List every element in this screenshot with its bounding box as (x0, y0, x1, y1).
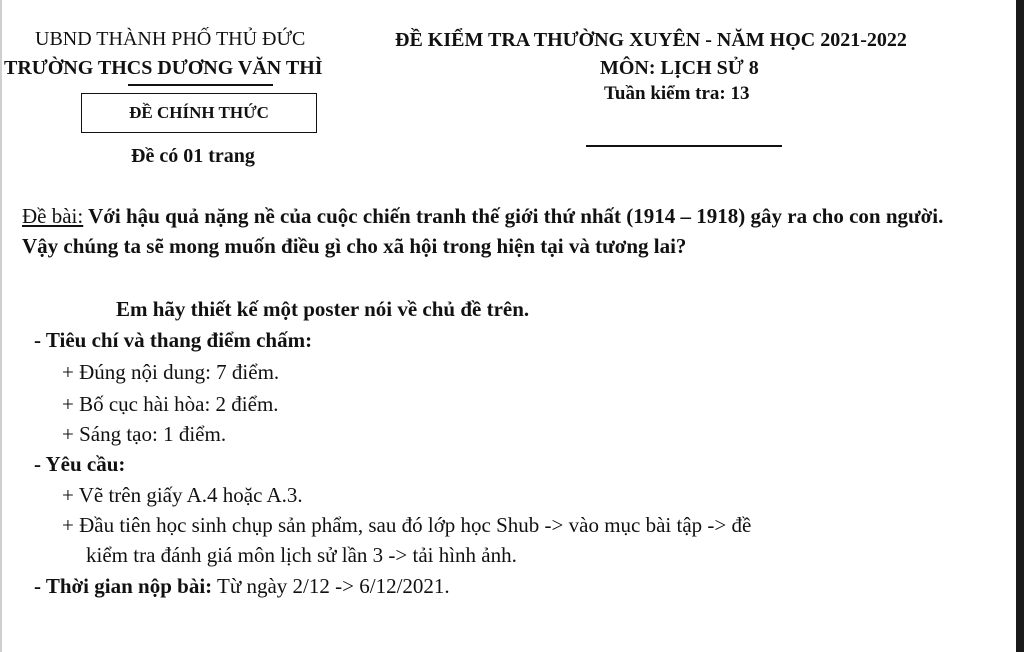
prompt-label: Đề bài: (22, 204, 84, 228)
prompt-text: Với hậu quả nặng nề của cuộc chiến tranh thế giới thứ nhất (1914 – 1918) gây ra cho con người. Vậy chúng ta sẽ mong muốn điều gì cho xã hội trong hiện tại và tương lai? (22, 204, 944, 258)
header-rule (586, 145, 782, 147)
page-right-edge (1016, 0, 1024, 652)
pages-note: Đề có 01 trang (131, 145, 255, 167)
exam-week: Tuần kiểm tra: 13 (604, 83, 750, 104)
task-line: Em hãy thiết kế một poster nói về chủ đề trên. (116, 297, 530, 321)
school-name: TRƯỜNG THCS DƯƠNG VĂN THÌ (4, 57, 323, 79)
requirements-title: - Yêu cầu: (34, 452, 126, 476)
criteria-item: + Bố cục hài hòa: 2 điểm. (62, 392, 279, 416)
deadline-value: Từ ngày 2/12 -> 6/12/2021. (212, 574, 450, 598)
district-name: UBND THÀNH PHỐ THỦ ĐỨC (35, 28, 306, 50)
requirement-item: + Vẽ trên giấy A.4 hoặc A.3. (62, 483, 303, 507)
criteria-title: - Tiêu chí và thang điểm chấm: (34, 328, 313, 352)
prompt-paragraph (22, 201, 977, 261)
school-underline (128, 84, 273, 86)
criteria-item: + Đúng nội dung: 7 điểm. (62, 360, 280, 384)
requirement-item: + Đầu tiên học sinh chụp sản phẩm, sau đó lớp học Shub -> vào mục bài tập -> đề (62, 513, 752, 537)
requirement-item-continued: kiểm tra đánh giá môn lịch sử lần 3 -> tải hình ảnh. (86, 543, 517, 567)
page-left-edge (0, 0, 2, 652)
subject: MÔN: LỊCH SỬ 8 (600, 57, 759, 79)
exam-title: ĐỀ KIỂM TRA THƯỜNG XUYÊN - NĂM HỌC 2021-2022 (395, 29, 907, 51)
deadline-label: - Thời gian nộp bài: (34, 574, 213, 598)
official-exam-box: ĐỀ CHÍNH THỨC (81, 93, 317, 133)
deadline-line (34, 574, 450, 599)
criteria-item: + Sáng tạo: 1 điểm. (62, 422, 227, 446)
